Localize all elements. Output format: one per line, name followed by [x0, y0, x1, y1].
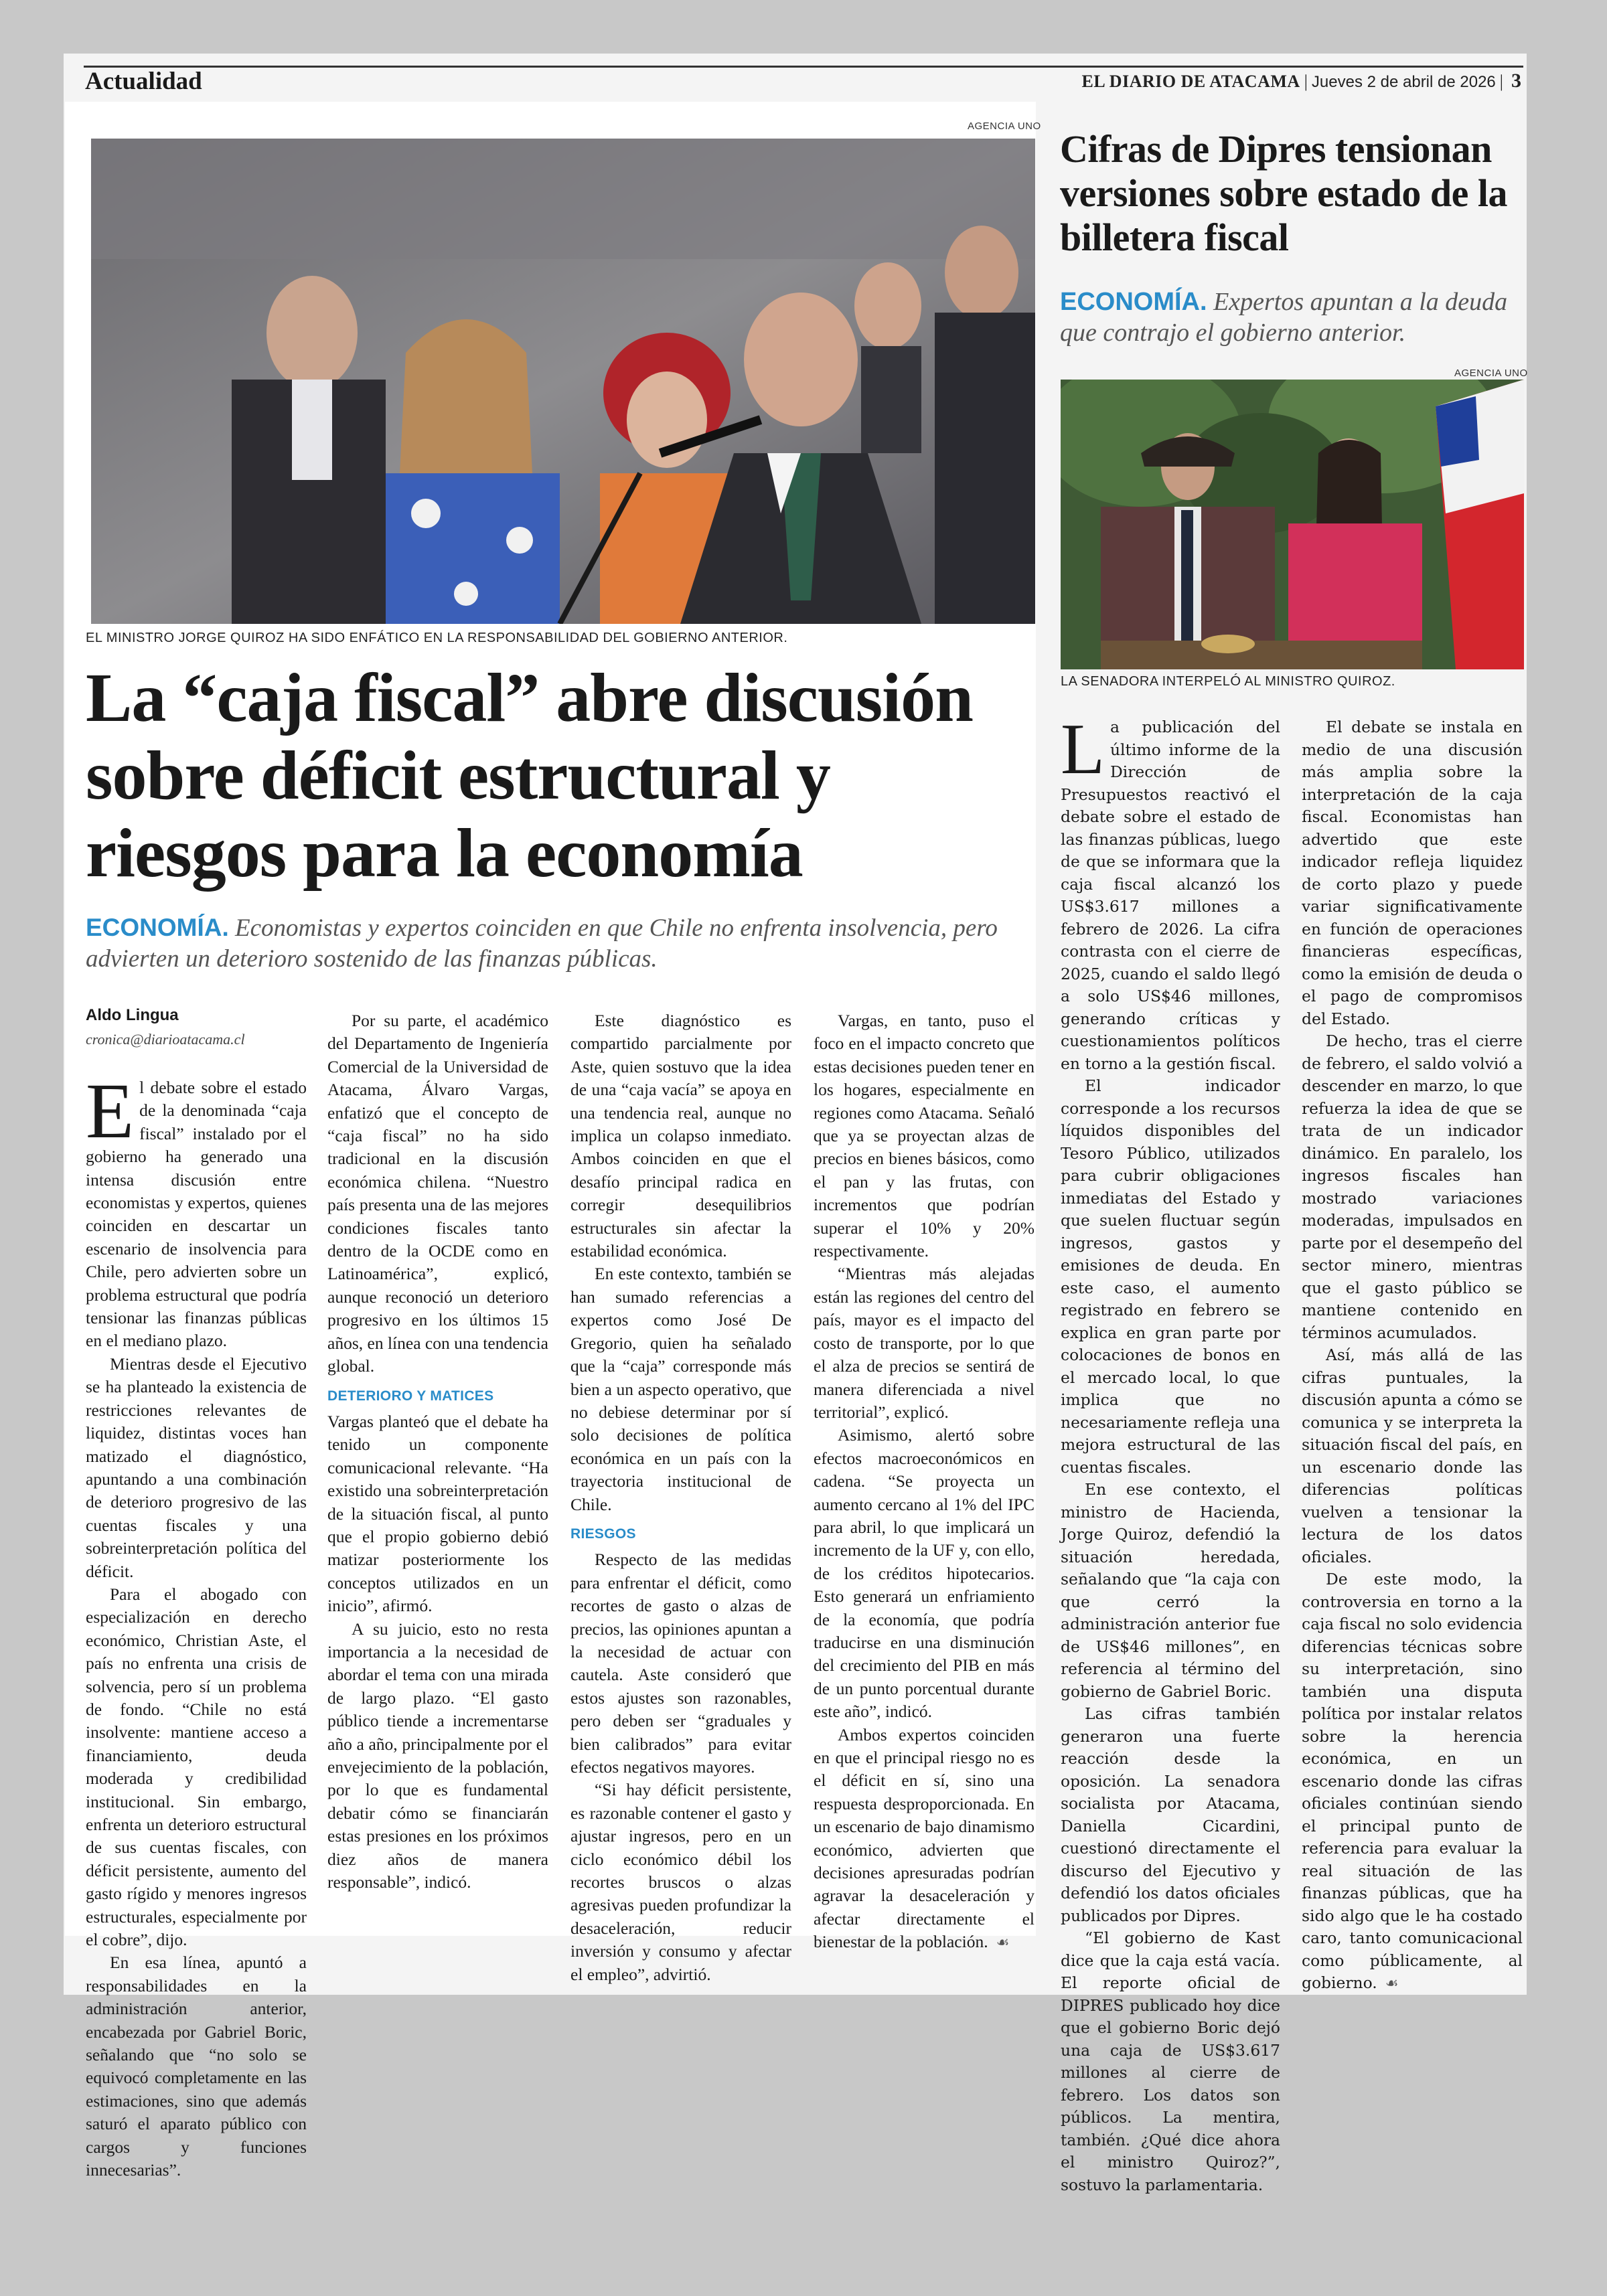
main-headline: La “caja fiscal” abre discusión sobre déficit estructural y riesgos para la economía	[86, 659, 973, 892]
dropcap: L	[1061, 710, 1105, 789]
paragraph: Así, más allá de las cifras puntuales, la discusión apunta a cómo se comunica y se interpreta la situación fiscal del país, en un escenario donde las diferencias políticas vuelven a tensionar la lectura de los datos oficiales.	[1302, 1345, 1523, 1566]
byline-author: Aldo Lingua	[86, 1006, 179, 1024]
paragraph: De este modo, la controversia en torno a la caja fiscal no solo evidencia diferencias técnicas sobre su interpretación, sino también una disputa política por instalar relatos sobre la herencia económica, en un escenario donde las cifras oficiales continúan siendo el principal punto de referencia para evaluar la real situación de las finanzas públicas, que ha sido algo que le ha costado caro, tanto comunicacional como públicamente, al gobierno. ☙	[1302, 1570, 1523, 1992]
paragraph: Respecto de las medidas para enfrentar el déficit, como recortes de gasto o alzas de precios, las opiniones apuntan a la necesidad de actuar con cautela. Aste consideró que estos ajustes son razonables, pero deben ser “graduales y bien calibrados” para evitar efectos negativos mayores.	[570, 1550, 791, 1777]
paragraph: El debate se instala en medio de una discusión más amplia sobre la interpretación de la caja fiscal. Economistas han advertido que este indicador refleja liquidez de corto plazo y puede variar significativamente en función de operaciones financieras específicas, como la emisión de deuda o el pago de compromisos del Estado.	[1302, 718, 1523, 1028]
main-column-1	[86, 1067, 307, 2182]
main-photo	[91, 139, 1035, 624]
side-deck-tag: ECONOMÍA.	[1060, 288, 1207, 316]
dropcap: E	[86, 1067, 135, 1155]
paragraph: Ambos expertos coinciden en que el principal riesgo no es el déficit en sí, sino una respuesta desproporcionada. En un escenario de bajo dinamismo económico, advierten que decisiones apresuradas podrían agravar la desaceleración y afectar directamente el bienestar de la población. ☙	[814, 1724, 1035, 1952]
paragraph: La publicación del último informe de la Dirección de Presupuestos reactivó el debate sobre el estado de las finanzas públicas, luego de que se informara que la caja fiscal alcanzó los US$3.617 millones a febrero de 2026. La cifra contrasta con el cierre de 2025, cuando el saldo llegó a solo US$46 millones, generando críticas y cuestionamientos políticos en torno a la gestión fiscal.	[1061, 710, 1280, 1073]
paragraph: Asimismo, alertó sobre efectos macroeconómicos en cadena. “Se proyecta un aumento cercano al 1% del IPC para abril, lo que implicará un incremento de la UF y, con ello, de los créditos hipotecarios. Esto generará un enfriamiento de la economía, que podría traducirse en una disminución del crecimiento del PIB en más de un punto porcentual durante este año”, indicó.	[814, 1425, 1035, 1722]
main-deck-tag: ECONOMÍA.	[86, 914, 229, 941]
side-photo-credit: AGENCIA UNO	[1454, 367, 1528, 379]
main-column-2	[327, 1009, 548, 1894]
paragraph: Este diagnóstico es compartido parcialmente por Aste, quien sostuvo que la idea de una “caja vacía” se apoya en una tendencia real, aunque no implica un colapso inmediato. Ambos coinciden en que el desafío principal radica en corregir desequilibrios estructurales sin afectar la estabilidad económica.	[570, 1011, 791, 1261]
side-photo	[1061, 380, 1524, 669]
subhead-riesgos: RIESGOS	[570, 1526, 636, 1542]
byline-email: cronica@diarioatacama.cl	[86, 1031, 245, 1048]
paragraph: El indicador corresponde a los recursos líquidos disponibles del Tesoro Público, utilizados para cubrir obligaciones inmediatas del Estado y que suelen fluctuar según ingresos, gastos y emisiones de deuda. En este caso, el aumento registrado en febrero se explica en gran parte por colocaciones de bonos en el mercado local, lo que implica que no necesariamente refleja una mejora estructural de las cuentas fiscales.	[1061, 1076, 1280, 1477]
main-photo-credit: AGENCIA UNO	[968, 120, 1041, 132]
paragraph: En esa línea, apuntó a responsabilidades en la administración anterior, encabezada por Gabriel Boric, señalando que “no solo se equivocó completamente en las estimaciones, sino que además saturó el aparato público con cargos y funciones innecesarias”.	[86, 1953, 307, 2180]
section-label: Actualidad	[85, 68, 202, 95]
paragraph: El debate sobre el estado de la denominada “caja fiscal” instalado por el gobierno ha generado una intensa discusión entre economistas y expertos, quienes coinciden en descartar un escenario de insolvencia para Chile, pero advierten sobre un problema estructural que podría tensionar las finanzas públicas en el mediano plazo.	[86, 1067, 307, 1351]
publication-name: EL DIARIO DE ATACAMA	[1081, 72, 1300, 91]
page-number: 3	[1511, 70, 1521, 92]
paragraph: De hecho, tras el cierre de febrero, el saldo volvió a descender en marzo, lo que refuerza la idea de que se trata de un indicador dinámico. En paralelo, los ingresos fiscales han mostrado variaciones moderadas, impulsados en parte por el desempeño del sector minero, mientras que el gasto público se mantiene contenido en términos acumulados.	[1302, 1032, 1523, 1342]
paragraph: Vargas, en tanto, puso el foco en el impacto concreto que estas decisiones pueden tener en los hogares, especialmente en regiones como Atacama. Señaló que ya se proyectan alzas de precios en bienes básicos, como el pan y las frutas, con incrementos que podrían superar el 10% y 20% respectivamente.	[814, 1011, 1035, 1261]
paragraph: En este contexto, también se han sumado referencias a expertos como José De Gregorio, quien ha señalado que la “caja” corresponde más bien a un aspecto operativo, que no debiese determinar por sí solo decisiones de política económica en un país con la trayectoria institucional de Chile.	[570, 1264, 791, 1514]
side-deck	[1060, 286, 1529, 348]
paragraph: En ese contexto, el ministro de Hacienda, Jorge Quiroz, defendió la situación heredada, señalando que “la caja con que cerró la administración anterior fue de US$46 millones”, en referencia al término del gobierno de Gabriel Boric.	[1061, 1480, 1280, 1701]
paragraph: “El gobierno de Kast dice que la caja está vacía. El reporte oficial de DIPRES publicado hoy dice que el gobierno Boric dejó una caja de US$3.617 millones al cierre de febrero. Los datos son públicos. La mentira, también. ¿Qué dice ahora el ministro Quiroz?”, sostuvo la parlamentaria.	[1061, 1929, 1280, 2194]
main-photo-caption: EL MINISTRO JORGE QUIROZ HA SIDO ENFÁTICO EN LA RESPONSABILIDAD DEL GOBIERNO ANTERIOR.	[86, 631, 788, 645]
main-column-4	[814, 1009, 1035, 1955]
side-deck-text: Expertos apuntan a la deuda que contrajo el gobierno anterior.	[1060, 288, 1508, 347]
main-column-3	[570, 1009, 791, 1986]
side-headline: Cifras de Dipres tensionan versiones sobre estado de la billetera fiscal	[1060, 127, 1508, 259]
page-header-info: EL DIARIO DE ATACAMA | Jueves 2 de abril de 2026 | 3	[1081, 70, 1521, 92]
paragraph: Las cifras también generaron una fuerte reacción desde la oposición. La senadora socialista por Atacama, Daniella Cicardini, cuestionó directamente el discurso del Ejecutivo y defendió los datos oficiales publicados por Dipres.	[1061, 1704, 1280, 1925]
subhead-deterioro: DETERIORO Y MATICES	[327, 1388, 494, 1404]
publication-date: Jueves 2 de abril de 2026	[1311, 73, 1496, 91]
paragraph: Por su parte, el académico del Departamento de Ingeniería Comercial de la Universidad de Atacama, Álvaro Vargas, enfatizó que el concepto de “caja fiscal” no ha sido tradicional en la discusión económica chilena. “Nuestro país presenta una de las mejores condiciones fiscales tanto dentro de la OCDE como en Latinoamérica”, explicó, aunque reconoció un deterioro progresivo en los últimos 15 años, en línea con una tendencia global.	[327, 1011, 548, 1376]
paragraph: “Mientras más alejadas están las regiones del centro del país, mayor es el impacto del costo de transporte, por lo que el alza de precios se sentirá de manera diferenciada a nivel territorial”, explicó.	[814, 1264, 1035, 1422]
main-deck	[86, 912, 1037, 975]
paragraph: Vargas planteó que el debate ha tenido un componente comunicacional relevante. “Ha existido una sobreinterpretación de la situación fiscal, al punto que el propio gobierno debió matizar posteriormente los conceptos utilizados en un inicio”, afirmó.	[327, 1411, 548, 1616]
paragraph: “Si hay déficit persistente, es razonable contener el gasto y ajustar ingresos, pero en un ciclo económico débil los recortes bruscos o alzas agresivas pueden profundizar la desaceleración, reducir inversión y consumo y afectar el empleo”, advirtió.	[570, 1780, 791, 1984]
side-column-1	[1061, 710, 1280, 2196]
side-photo-caption: LA SENADORA INTERPELÓ AL MINISTRO QUIROZ.	[1061, 674, 1395, 689]
paragraph: Mientras desde el Ejecutivo se ha planteado la existencia de restricciones relevantes de liquidez, distintas voces han matizado el diagnóstico, apuntando a una combinación de deterioro progresivo de las cuentas fiscales y una sobreinterpretación política del déficit.	[86, 1354, 307, 1581]
header-rule	[84, 66, 1523, 68]
paragraph: Para el abogado con especialización en derecho económico, Christian Aste, el país no enfrenta una crisis de solvencia, pero sí un problema de fondo. “Chile no está insolvente: mantiene acceso a financiamiento, deuda moderada y credibilidad institucional. Sin embargo, enfrenta un deterioro estructural de sus cuentas fiscales, con déficit persistente, aumento del gasto rígido y menores ingresos estructurales, especialmente por el cobre”, dijo.	[86, 1584, 307, 1950]
end-mark-icon: ☙	[996, 1935, 1010, 1952]
paragraph: A su juicio, esto no resta importancia a la necesidad de abordar el tema con una mirada de largo plazo. “El gasto público tiende a incrementarse año a año, principalmente por el envejecimiento de la población, por lo que es fundamental debatir cómo se financiarán estas presiones en los próximos diez años de manera responsable”, indicó.	[327, 1619, 548, 1892]
end-mark-icon: ☙	[1385, 1975, 1399, 1992]
side-column-2	[1302, 716, 1523, 1995]
main-deck-text: Economistas y expertos coinciden en que Chile no enfrenta insolvencia, pero advierten un deterioro sostenido de las finanzas públicas.	[86, 914, 998, 973]
